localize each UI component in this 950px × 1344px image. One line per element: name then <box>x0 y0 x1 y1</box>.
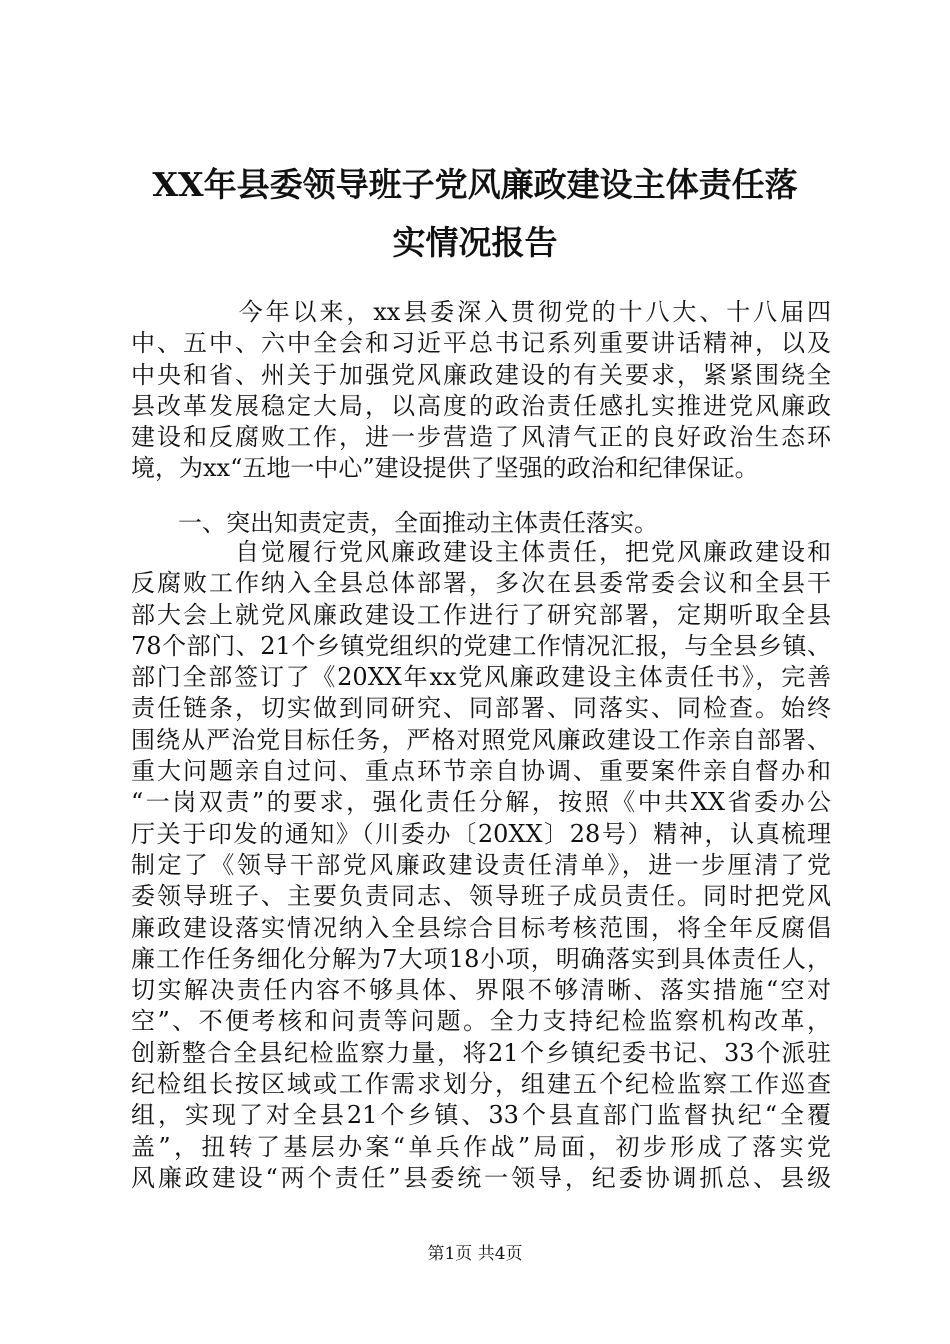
text-line: 责任链条，切实做到同研究、同部署、同落实、同检查。始终 <box>131 694 831 723</box>
text-line: 厅关于印发的通知》（川委办〔20XX〕28号）精神，认真梳理 <box>131 819 831 848</box>
text-line: “一岗双责”的要求，强化责任分解，按照《中共XX省委办公 <box>131 788 831 817</box>
text-line: 部门全部签订了《20XX年xx党风廉政建设主体责任书》，完善 <box>131 663 831 692</box>
document-title-line-1: XX年县委领导班子党风廉政建设主体责任落 <box>152 165 798 204</box>
text-line: 委领导班子、主要负责同志、领导班子成员责任。同时把党风 <box>131 882 831 911</box>
text-line: 境，为xx“五地一中心”建设提供了坚强的政治和纪律保证。 <box>131 454 759 483</box>
text-line: 围绕从严治党目标任务，严格对照党风廉政建设工作亲自部署、 <box>131 725 831 754</box>
text-line: 纪检组长按区域或工作需求划分，组建五个纪检监察工作巡查 <box>131 1070 831 1099</box>
text-line: 今年以来，xx县委深入贯彻党的十八大、十八届四 <box>131 298 831 326</box>
page-footer: 第1页 共4页 <box>427 1244 523 1264</box>
text-line: 组，实现了对全县21个乡镇、33个县直部门监督执纪“全覆 <box>131 1101 831 1130</box>
text-line: 切实解决责任内容不够具体、界限不够清晰、落实措施“空对 <box>131 976 831 1005</box>
text-line: 建设和反腐败工作，进一步营造了风清气正的良好政治生态环 <box>131 423 831 452</box>
section-1-paragraph <box>131 537 831 1194</box>
text-line: 中、五中、六中全会和习近平总书记系列重要讲话精神，以及 <box>131 329 831 358</box>
text-line: 空”、不便考核和问责等问题。全力支持纪检监察机构改革， <box>131 1007 831 1036</box>
text-line: 创新整合全县纪检监察力量，将21个乡镇纪委书记、33个派驻 <box>131 1038 831 1067</box>
section-1-heading: 一、突出知责定责，全面推动主体责任落实。 <box>178 509 658 537</box>
text-line: 部大会上就党风廉政建设工作进行了研究部署，定期听取全县 <box>131 600 831 629</box>
text-line: 盖”，扭转了基层办案“单兵作战”局面，初步形成了落实党 <box>131 1132 831 1161</box>
intro-paragraph <box>131 297 831 485</box>
text-line: 自觉履行党风廉政建设主体责任，把党风廉政建设和 <box>131 538 831 566</box>
text-line: 反腐败工作纳入全县总体部署，多次在县委常委会议和全县干 <box>131 569 831 598</box>
text-line: 县改革发展稳定大局，以高度的政治责任感扎实推进党风廉政 <box>131 391 831 420</box>
text-line: 中央和省、州关于加强党风廉政建设的有关要求，紧紧围绕全 <box>131 360 831 389</box>
text-line: 廉工作任务细化分解为7大项18小项，明确落实到具体责任人， <box>131 944 831 973</box>
text-line: 78个部门、21个乡镇党组织的党建工作情况汇报，与全县乡镇、 <box>131 631 831 660</box>
text-line: 风廉政建设“两个责任”县委统一领导，纪委协调抓总、县级 <box>131 1163 831 1192</box>
text-line: 制定了《领导干部党风廉政建设责任清单》，进一步厘清了党 <box>131 850 831 879</box>
text-line: 廉政建设落实情况纳入全县综合目标考核范围，将全年反腐倡 <box>131 913 831 942</box>
text-line: 重大问题亲自过问、重点环节亲自协调、重要案件亲自督办和 <box>131 757 831 786</box>
document-title-line-2: 实情况报告 <box>392 223 558 262</box>
